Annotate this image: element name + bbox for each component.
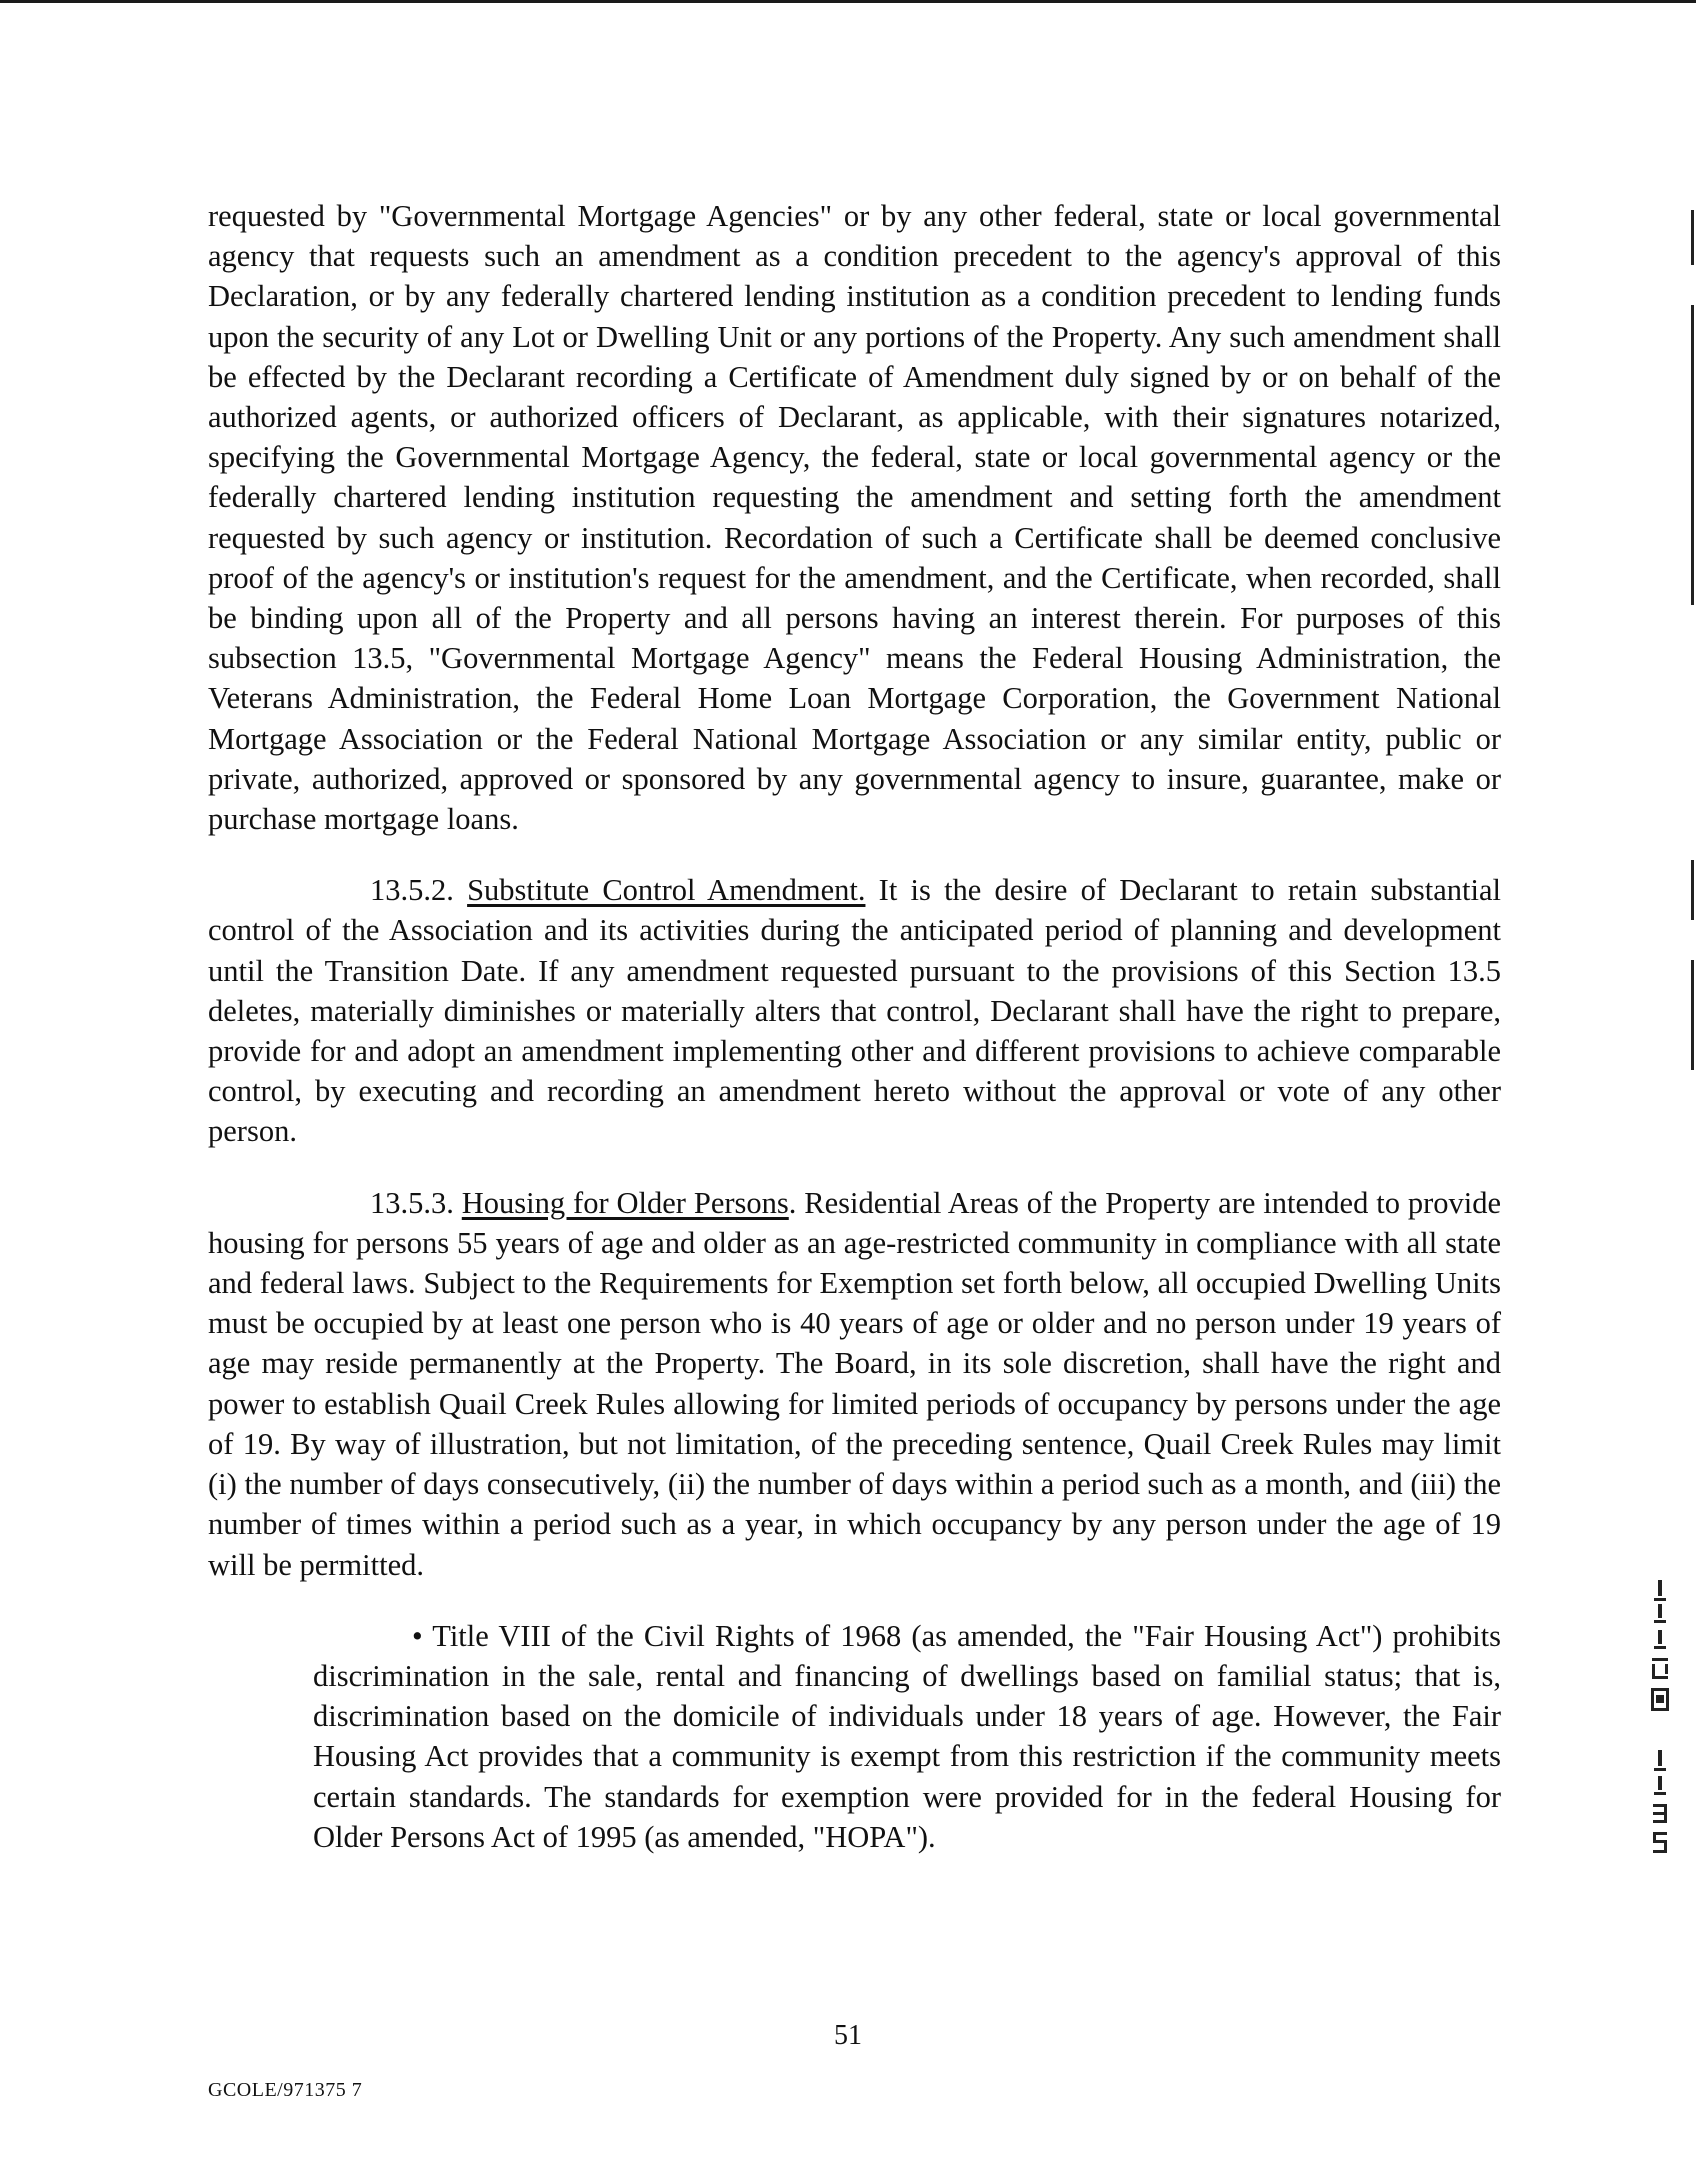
section-number: 13.5.3. (370, 1185, 454, 1220)
section-number: 13.5.2. (370, 873, 454, 908)
paragraph-substitute-control (208, 870, 1501, 1151)
scan-edge-mark (1691, 860, 1694, 920)
section-heading: Housing for Older Persons (461, 1185, 789, 1220)
scan-edge-mark (1691, 305, 1694, 605)
recording-stamp-icon (1644, 1580, 1680, 1900)
bullet-fair-housing-act (313, 1616, 1501, 1857)
scan-top-border (0, 0, 1696, 3)
section-heading: Substitute Control Amendment. (467, 873, 866, 908)
paragraph-amendment-agencies: requested by "Governmental Mortgage Agencies" or by any other federal, state or local governmental agency that requests such an amendment as a condition precedent to the agency's approval of this Declaration, or by any federally chartered lending institution as a condition precedent to lending funds upon the security of any Lot or Dwelling Unit or any portions of the Property. Any such amendment shall be effected by the Declarant recording a Certificate of Amendment duly signed by or on behalf of the authorized agents, or authorized officers of Declarant, as applicable, with their signatures notarized, specifying the Governmental Mortgage Agency, the federal, state or local governmental agency or the federally chartered lending institution requesting the amendment and setting forth the amendment requested by such agency or institution. Recordation of such a Certificate shall be deemed conclusive proof of the agency's or institution's request for the amendment, and the Certificate, when recorded, shall be binding upon all of the Property and all persons having an interest therein. For purposes of this subsection 13.5, "Governmental Mortgage Agency" means the Federal Housing Administration, the Veterans Administration, the Federal Home Loan Mortgage Corporation, the Government National Mortgage Association or the Federal National Mortgage Association or any similar entity, public or private, authorized, approved or sponsored by any governmental agency to insure, guarantee, make or purchase mortgage loans. (208, 199, 1501, 837)
paragraph-housing-older-persons (208, 1183, 1501, 1585)
document-body (208, 196, 1501, 1857)
bullet-text: Title VIII of the Civil Rights of 1968 (as amended, the "Fair Housing Act") prohibits discrimination in the sale, rental and financing of dwellings based on familial status; that is, discrimination based on the domicile of individuals under 18 years of age. However, the Fair Housing Act provides that a community is exempt from this restriction if the community meets certain standards. The standards for exemption were provided for in the federal Housing for Older Persons Act of 1995 (as amended, "HOPA"). (313, 1618, 1502, 1854)
page-number: 51 (834, 2020, 862, 2051)
scan-edge-mark (1691, 210, 1694, 265)
section-body: It is the desire of Declarant to retain substantial control of the Association and its activities during the anticipated period of planning and development until the Transition Date. If any amendment requested pursuant to the provisions of this Section 13.5 deletes, materially diminishes or materially alters that control, Declarant shall have the right to prepare, provide for and adopt an amendment implementing other and different provisions to achieve comparable control, by executing and recording an amendment hereto without the approval or vote of any other person. (208, 873, 1501, 1149)
section-body: . Residential Areas of the Property are intended to provide housing for persons 55 years of age and older as an age-restricted community in compliance with all state and federal laws. Subject to the Requirements for Exemption set forth below, all occupied Dwelling Units must be occupied by at least one person who is 40 years of age or older and no person under 19 years of age may reside permanently at the Property. The Board, in its sole discretion, shall have the right and power to establish Quail Creek Rules allowing for limited periods of occupancy by persons under the age of 19. By way of illustration, but not limitation, of the preceding sentence, Quail Creek Rules may limit (i) the number of days consecutively, (ii) the number of days within a period such as a month, and (iii) the number of times within a period such as a year, in which occupancy by any person under the age of 19 will be permitted. (208, 1185, 1502, 1582)
document-id: GCOLE/971375 7 (208, 2079, 363, 2101)
bullet-icon: • (412, 1618, 423, 1653)
scan-edge-mark (1691, 960, 1694, 1070)
